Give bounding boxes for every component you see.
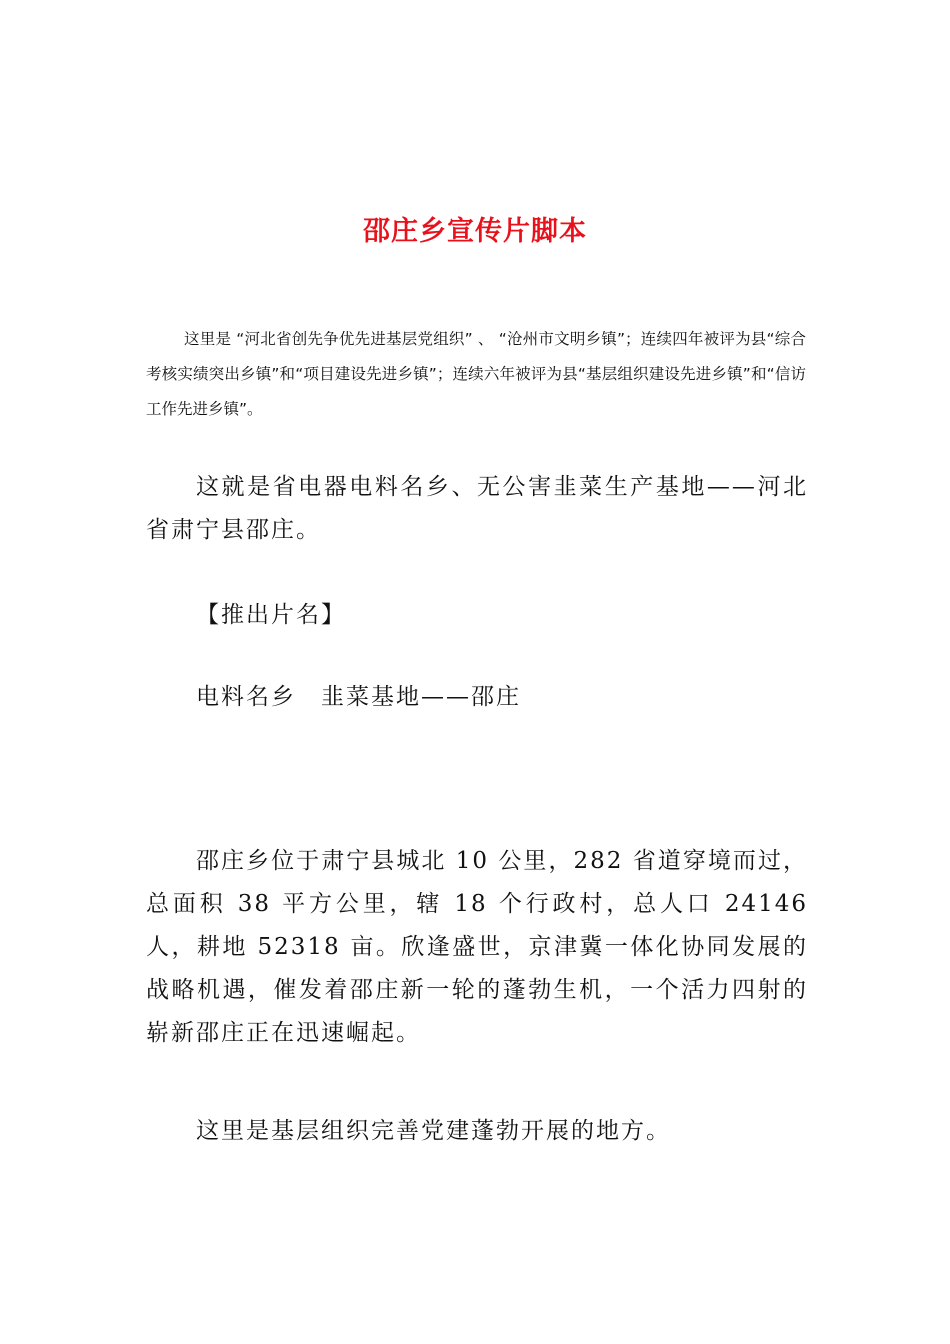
paragraph-film-name: 电料名乡 韭菜基地——邵庄 bbox=[196, 684, 521, 710]
paragraph-base-intro: 这就是省电器电料名乡、无公害韭菜生产基地——河北省肃宁县邵庄。 bbox=[146, 474, 808, 543]
paragraph-party-building: 这里是基层组织完善党建蓬勃开展的地方。 bbox=[196, 1118, 671, 1144]
intro-paragraph: 这里是 “河北省创先争优先进基层党组织” 、 “沧州市文明乡镇”；连续四年被评为县“综合考核实绩突出乡镇”和“项目建设先进乡镇”；连续六年被评为县“基层组织建设先进乡镇”和“信访工作先进乡镇”。 bbox=[146, 330, 806, 418]
document-title: 邵庄乡宣传片脚本 bbox=[363, 216, 587, 248]
paragraph-overview: 邵庄乡位于肃宁县城北 10 公里，282 省道穿境而过，总面积 38 平方公里，辖 18 个行政村，总人口 24146 人，耕地 52318 亩。欣逢盛世，京津冀一体化协同发展的战略机遇，催发着邵庄新一轮的蓬勃生机，一个活力四射的崭新邵庄正在迅速崛起。 bbox=[146, 848, 808, 1046]
paragraph-title-cue: 【推出片名】 bbox=[196, 602, 346, 628]
